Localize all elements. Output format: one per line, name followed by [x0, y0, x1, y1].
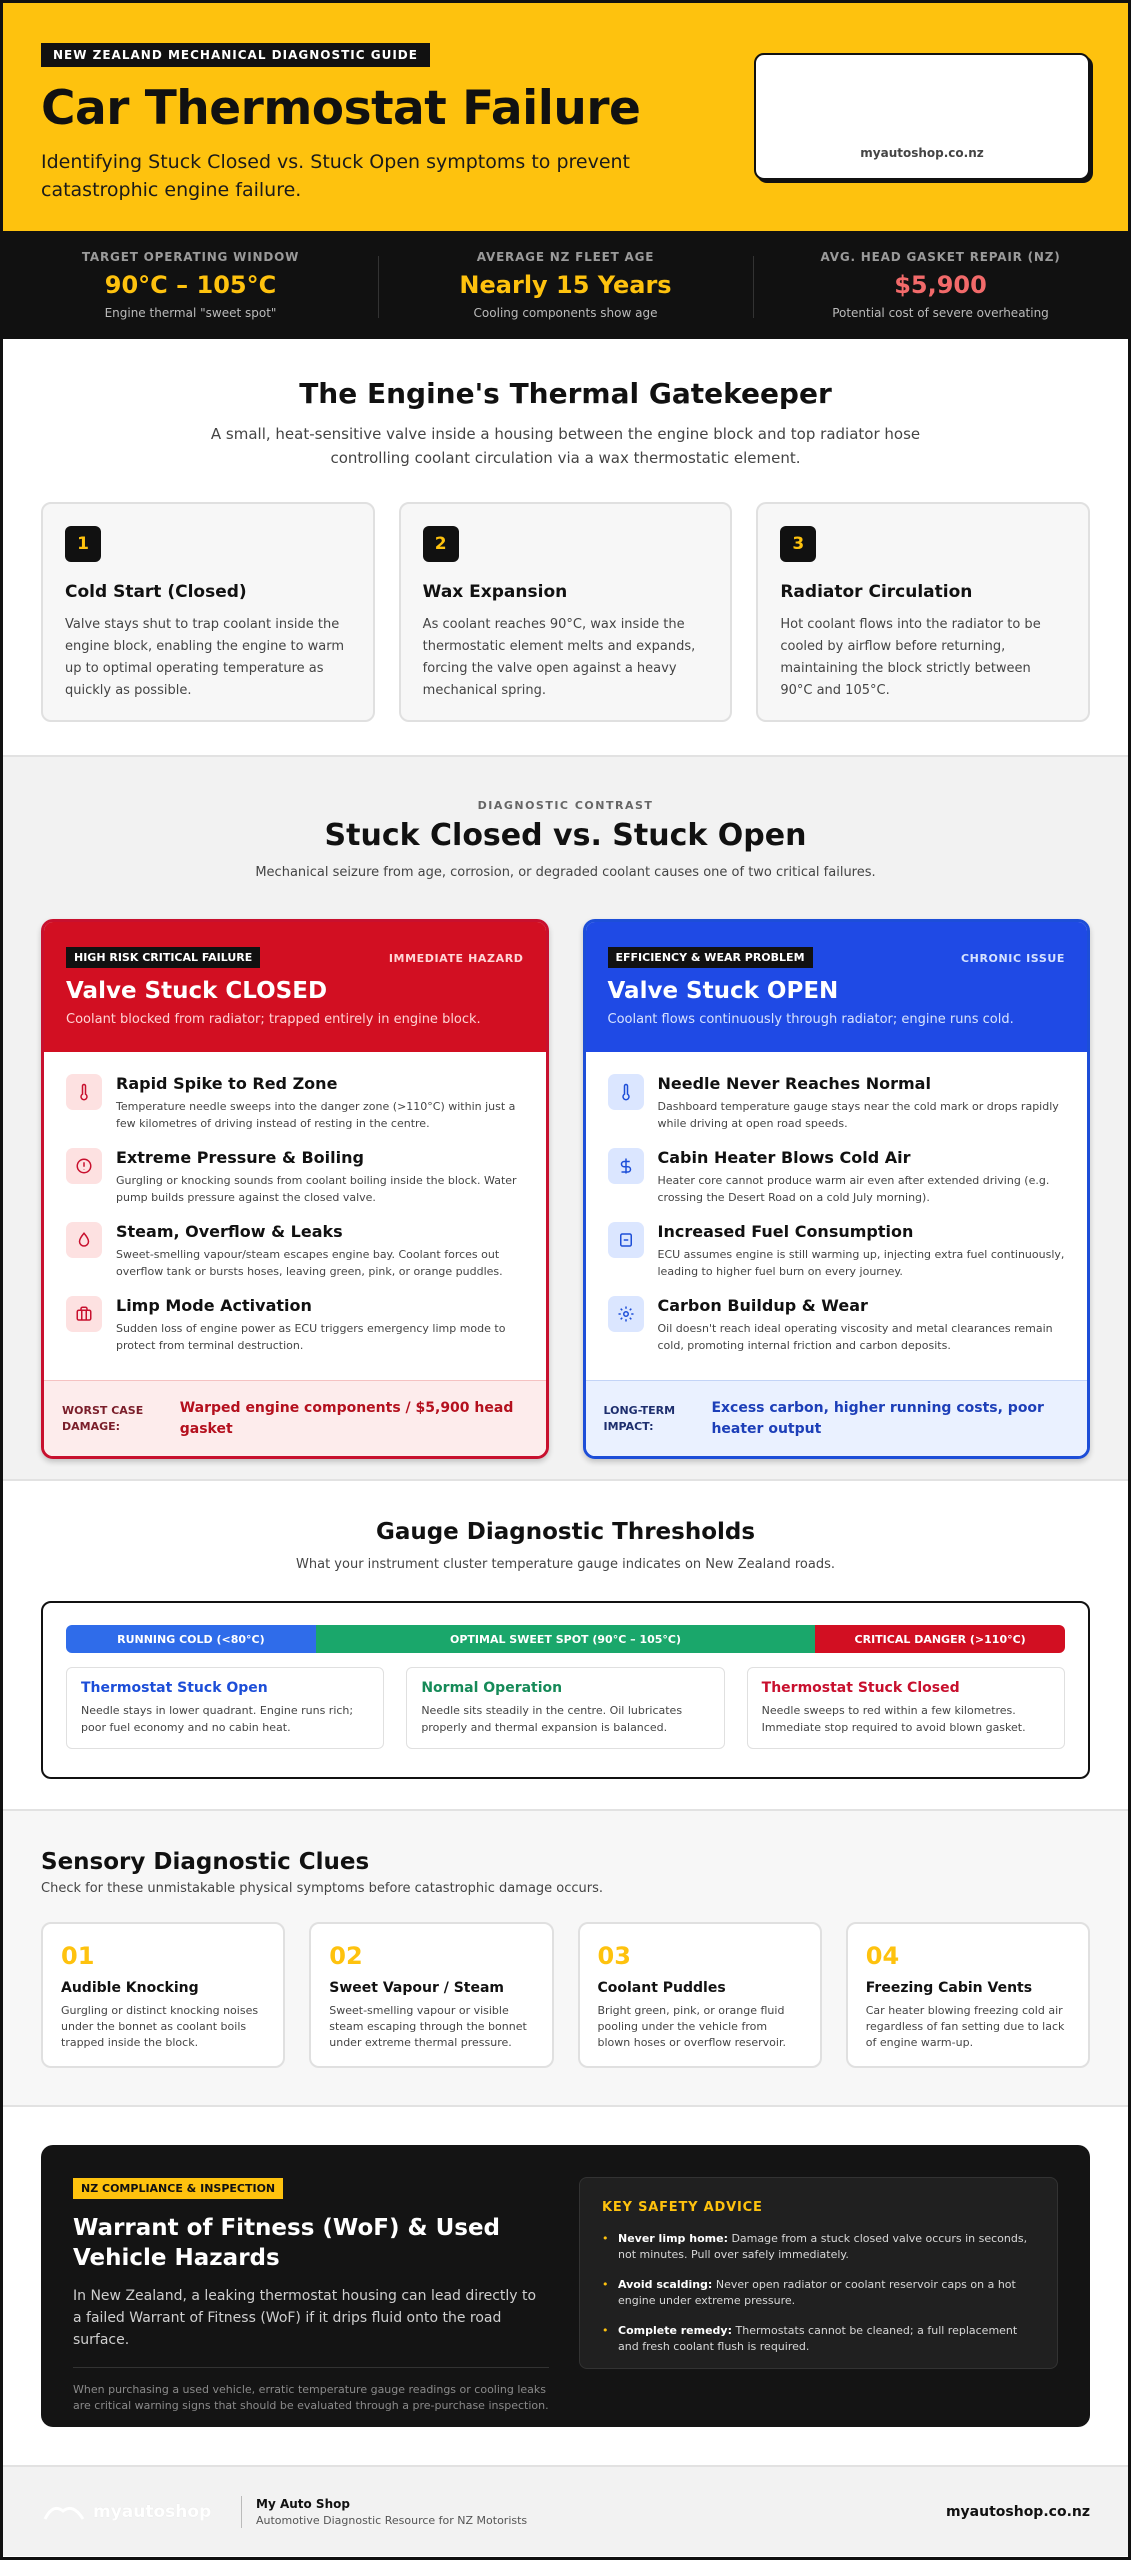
stat-gasket-repair	[753, 250, 1128, 320]
clue-card	[578, 1922, 822, 2068]
divider	[73, 2367, 549, 2368]
symptom-text: Sweet-smelling vapour/steam escapes engine bay. Coolant forces out overflow tank or bursts hoses, leaving green, pink, or orange puddles.	[116, 1248, 503, 1278]
clues-row	[41, 1922, 1090, 2068]
footer-label: WORST CASE DAMAGE:	[62, 1403, 144, 1433]
bullet-icon: •	[602, 2278, 609, 2291]
card-footer	[586, 1380, 1088, 1456]
card-tag: EFFICIENCY & WEAR PROBLEM	[608, 947, 813, 968]
clue-text: Bright green, pink, or orange fluid pooling under the vehicle from blown hoses or overflow reservoir.	[597, 2004, 786, 2049]
gear-icon	[608, 1296, 644, 1332]
advice-list	[602, 2231, 1035, 2355]
gauge-card-text: Needle stays in lower quadrant. Engine runs rich; poor fuel economy and no cabin heat.	[81, 1704, 354, 1734]
clue-title: Sweet Vapour / Steam	[329, 1980, 505, 1996]
stuck-closed-card	[41, 919, 549, 1459]
logo-box	[754, 53, 1090, 180]
symptom-item	[66, 1222, 524, 1296]
gatekeeper-section	[3, 339, 1128, 757]
brand-tagline: Automotive Diagnostic Resource for NZ Motorists	[256, 2513, 528, 2527]
thermometer-icon	[66, 1074, 102, 1110]
gauge-cards	[66, 1667, 1065, 1749]
symptom-text: Dashboard temperature gauge stays near the cold mark or drops rapidly while driving at open road speeds.	[657, 1100, 1059, 1130]
stat-note: Potential cost of severe overheating	[832, 306, 1049, 320]
bullet-icon: •	[602, 2324, 609, 2337]
clue-card	[846, 1922, 1090, 2068]
footer	[3, 2467, 1128, 2556]
card-footer	[44, 1380, 546, 1456]
gauge-card	[66, 1667, 384, 1749]
clue-number: 01	[61, 1942, 95, 1970]
gauge-card-text: Needle sweeps to red within a few kilometres. Immediate stop required to avoid blown gasket.	[761, 1704, 1026, 1734]
symptom-title: Extreme Pressure & Boiling	[116, 1148, 364, 1167]
gauge-card	[406, 1667, 724, 1749]
advice-item	[602, 2323, 1035, 2355]
symptom-item	[66, 1148, 524, 1222]
gauge-card-title: Thermostat Stuck Closed	[761, 1680, 960, 1696]
symptom-title: Needle Never Reaches Normal	[657, 1074, 931, 1093]
step-number: 2	[423, 526, 459, 562]
clue-text: Gurgling or distinct knocking noises under the bonnet as coolant boils trapped inside the block.	[61, 2004, 259, 2049]
clue-number: 04	[865, 1942, 900, 1970]
section-desc: Mechanical seizure from age, corrosion, or degraded coolant causes one of two critical failures.	[255, 865, 876, 880]
clue-text: Car heater blowing freezing cold air regardless of fan setting due to lack of engine warm-up.	[865, 2004, 1065, 2049]
gauge-bar	[66, 1625, 1065, 1653]
toolbox-icon	[66, 1296, 102, 1332]
bullet-icon: •	[602, 2232, 609, 2245]
wof-text: In New Zealand, a leaking thermostat housing can lead directly to a failed Warrant of Fitness (WoF) if it drips fluid onto the road surface.	[73, 2288, 537, 2348]
gauge-segment-optimal: OPTIMAL SWEET SPOT (90°C – 105°C)	[316, 1625, 816, 1653]
step-number: 1	[65, 526, 101, 562]
brand-name: My Auto Shop	[256, 2496, 350, 2511]
stuck-open-card	[583, 919, 1091, 1459]
card-tag: HIGH RISK CRITICAL FAILURE	[66, 947, 260, 968]
clue-text: Sweet-smelling vapour or visible steam escaping through the bonnet under extreme thermal pressure.	[329, 2004, 527, 2049]
card-header	[44, 922, 546, 1052]
card-hazard: IMMEDIATE HAZARD	[388, 952, 524, 965]
logo-url: myautoshop.co.nz	[860, 146, 984, 160]
wof-panel	[41, 2145, 1090, 2427]
symptom-text: ECU assumes engine is still warming up, injecting extra fuel continuously, leading to higher fuel burn on every journey.	[657, 1248, 1065, 1278]
symptom-text: Temperature needle sweeps into the danger zone (>110°C) within just a few kilometres of driving instead of resting in the centre.	[116, 1100, 516, 1130]
advice-item	[602, 2277, 1035, 2309]
symptom-item	[66, 1296, 524, 1370]
clue-card	[41, 1922, 285, 2068]
clue-title: Freezing Cabin Vents	[865, 1980, 1033, 1996]
section-title: The Engine's Thermal Gatekeeper	[299, 377, 832, 410]
advice-bold: Avoid scalding:	[618, 2278, 713, 2291]
brand-text: myautoshop	[93, 2501, 212, 2522]
clue-number: 02	[329, 1942, 363, 1970]
section-title: Sensory Diagnostic Clues	[41, 1849, 370, 1875]
section-desc: A small, heat-sensitive valve inside a housing between the engine block and top radiator hose controlling coolant circulation via a wax thermostatic element.	[210, 425, 921, 467]
step-text: Hot coolant flows into the radiator to be cooled by airflow before returning, maintaining the block strictly between 90°C and 105°C.	[780, 617, 1041, 698]
card-body	[44, 1052, 546, 1380]
symptom-title: Limp Mode Activation	[116, 1296, 312, 1315]
gauge-card	[747, 1667, 1065, 1749]
footer-label: LONG-TERM IMPACT:	[603, 1403, 676, 1433]
stat-value: 90°C – 105°C	[104, 271, 277, 299]
step-title: Cold Start (Closed)	[65, 582, 247, 602]
wof-note: When purchasing a used vehicle, erratic temperature gauge readings or cooling leaks are critical warning signs that should be evaluated through a pre-purchase inspection.	[73, 2383, 549, 2412]
advice-bold: Never limp home:	[618, 2232, 728, 2245]
hero-kicker: NEW ZEALAND MECHANICAL DIAGNOSTIC GUIDE	[41, 43, 430, 67]
symptom-item	[608, 1148, 1066, 1222]
advice-item	[602, 2231, 1035, 2263]
step-text: As coolant reaches 90°C, wax inside the thermostatic element melts and expands, forcing the valve open against a heavy mechanical spring.	[422, 617, 696, 698]
advice-text: Thermostats cannot be cleaned; a full replacement and fresh coolant flush is required.	[618, 2324, 1018, 2353]
advice-bold: Complete remedy:	[618, 2324, 732, 2337]
gauge-section	[3, 1481, 1128, 1811]
advice-title: KEY SAFETY ADVICE	[602, 2200, 763, 2215]
symptom-title: Increased Fuel Consumption	[657, 1222, 914, 1241]
page-title: Car Thermostat Failure	[41, 81, 641, 136]
brand-logo[interactable]	[41, 2501, 231, 2523]
gauge-segment-cold: RUNNING COLD (<80°C)	[66, 1625, 316, 1653]
step-card	[399, 502, 733, 722]
clue-card	[309, 1922, 553, 2068]
symptom-title: Cabin Heater Blows Cold Air	[657, 1148, 911, 1167]
symptom-item	[608, 1222, 1066, 1296]
footer-value: Excess carbon, higher running costs, poor heater output	[711, 1399, 1044, 1437]
step-text: Valve stays shut to trap coolant inside the engine block, enabling the engine to warm up to optimal operating temperature as quickly as possible.	[65, 617, 345, 698]
gauge-card-title: Normal Operation	[421, 1680, 563, 1696]
footer-url-link[interactable]: myautoshop.co.nz	[945, 2503, 1090, 2520]
brand-info	[256, 2497, 527, 2527]
clue-title: Audible Knocking	[61, 1980, 199, 1996]
clue-title: Coolant Puddles	[597, 1980, 726, 1996]
steps-row	[3, 502, 1128, 722]
card-title: Valve Stuck OPEN	[607, 978, 839, 1004]
symptom-title: Steam, Overflow & Leaks	[116, 1222, 343, 1241]
hero-section	[3, 3, 1128, 231]
section-kicker: DIAGNOSTIC CONTRAST	[477, 799, 654, 812]
stats-bar	[3, 231, 1128, 339]
card-subtitle: Coolant blocked from radiator; trapped entirely in engine block.	[66, 1012, 481, 1027]
step-title: Radiator Circulation	[780, 582, 973, 602]
divider	[241, 2496, 242, 2528]
contrast-section	[3, 757, 1128, 1481]
fuel-icon	[608, 1222, 644, 1258]
step-title: Wax Expansion	[422, 582, 568, 602]
advice-text: Never open radiator or coolant reservoir caps on a hot engine under extreme pressure.	[618, 2278, 1016, 2307]
thermometer-icon	[608, 1074, 644, 1110]
stat-note: Cooling components show age	[473, 306, 658, 320]
gauge-segment-danger: CRITICAL DANGER (>110°C)	[815, 1625, 1065, 1653]
symptom-item	[608, 1296, 1066, 1370]
card-subtitle: Coolant flows continuously through radiator; engine runs cold.	[607, 1012, 1014, 1027]
advice-text: Damage from a stuck closed valve occurs in seconds, not minutes. Pull over safely immediately.	[618, 2232, 1028, 2261]
car-logo-icon	[41, 2501, 87, 2523]
wof-tag: NZ COMPLIANCE & INSPECTION	[73, 2178, 283, 2199]
section-title: Gauge Diagnostic Thresholds	[375, 1519, 756, 1545]
wof-section	[3, 2107, 1128, 2467]
symptom-text: Sudden loss of engine power as ECU triggers emergency limp mode to protect from terminal destruction.	[116, 1322, 506, 1352]
card-body	[586, 1052, 1088, 1380]
step-card	[41, 502, 375, 722]
stat-label: TARGET OPERATING WINDOW	[81, 250, 300, 264]
safety-advice-box	[579, 2177, 1058, 2369]
stat-operating-window	[3, 250, 378, 320]
gauge-card-title: Thermostat Stuck Open	[81, 1680, 268, 1696]
footer-value: Warped engine components / $5,900 head gasket	[179, 1399, 514, 1437]
card-hazard: CHRONIC ISSUE	[961, 952, 1065, 965]
wof-title: Warrant of Fitness (WoF) & Used Vehicle Hazards	[73, 2215, 501, 2271]
clue-number: 03	[597, 1942, 631, 1970]
section-title: Stuck Closed vs. Stuck Open	[324, 818, 807, 853]
sensory-section	[3, 1811, 1128, 2107]
gauge-box	[41, 1601, 1090, 1779]
gauge-card-text: Needle sits steadily in the centre. Oil lubricates properly and thermal expansion is balanced.	[421, 1704, 683, 1734]
stat-value: $5,900	[894, 271, 987, 299]
step-number: 3	[780, 526, 816, 562]
stat-label: AVG. HEAD GASKET REPAIR (NZ)	[820, 250, 1061, 264]
step-card	[756, 502, 1090, 722]
symptom-title: Rapid Spike to Red Zone	[116, 1074, 338, 1093]
wof-info	[73, 2177, 549, 2412]
contrast-cards	[3, 919, 1128, 1459]
alert-icon	[66, 1148, 102, 1184]
symptom-item	[66, 1074, 524, 1148]
symptom-text: Oil doesn't reach ideal operating viscosity and metal clearances remain cold, promoting internal friction and carbon deposits.	[657, 1322, 1053, 1352]
symptom-text: Gurgling or knocking sounds from coolant boiling inside the block. Water pump builds pressure against the closed valve.	[116, 1174, 517, 1204]
symptom-title: Carbon Buildup & Wear	[657, 1296, 868, 1315]
section-desc: Check for these unmistakable physical symptoms before catastrophic damage occurs.	[41, 1881, 604, 1896]
card-header	[586, 922, 1088, 1052]
dollar-icon	[608, 1148, 644, 1184]
symptom-text: Heater core cannot produce warm air even after extended driving (e.g. crossing the Desert Road on a cold July morning).	[657, 1174, 1050, 1204]
stat-fleet-age	[378, 250, 753, 320]
card-title: Valve Stuck CLOSED	[66, 978, 328, 1004]
stat-label: AVERAGE NZ FLEET AGE	[476, 250, 655, 264]
stat-note: Engine thermal "sweet spot"	[104, 306, 277, 320]
section-desc: What your instrument cluster temperature gauge indicates on New Zealand roads.	[296, 1557, 835, 1572]
droplet-icon	[66, 1222, 102, 1258]
symptom-item	[608, 1074, 1066, 1148]
hero-subtitle: Identifying Stuck Closed vs. Stuck Open symptoms to prevent catastrophic engine failure.	[41, 151, 631, 201]
stat-value: Nearly 15 Years	[459, 271, 672, 299]
